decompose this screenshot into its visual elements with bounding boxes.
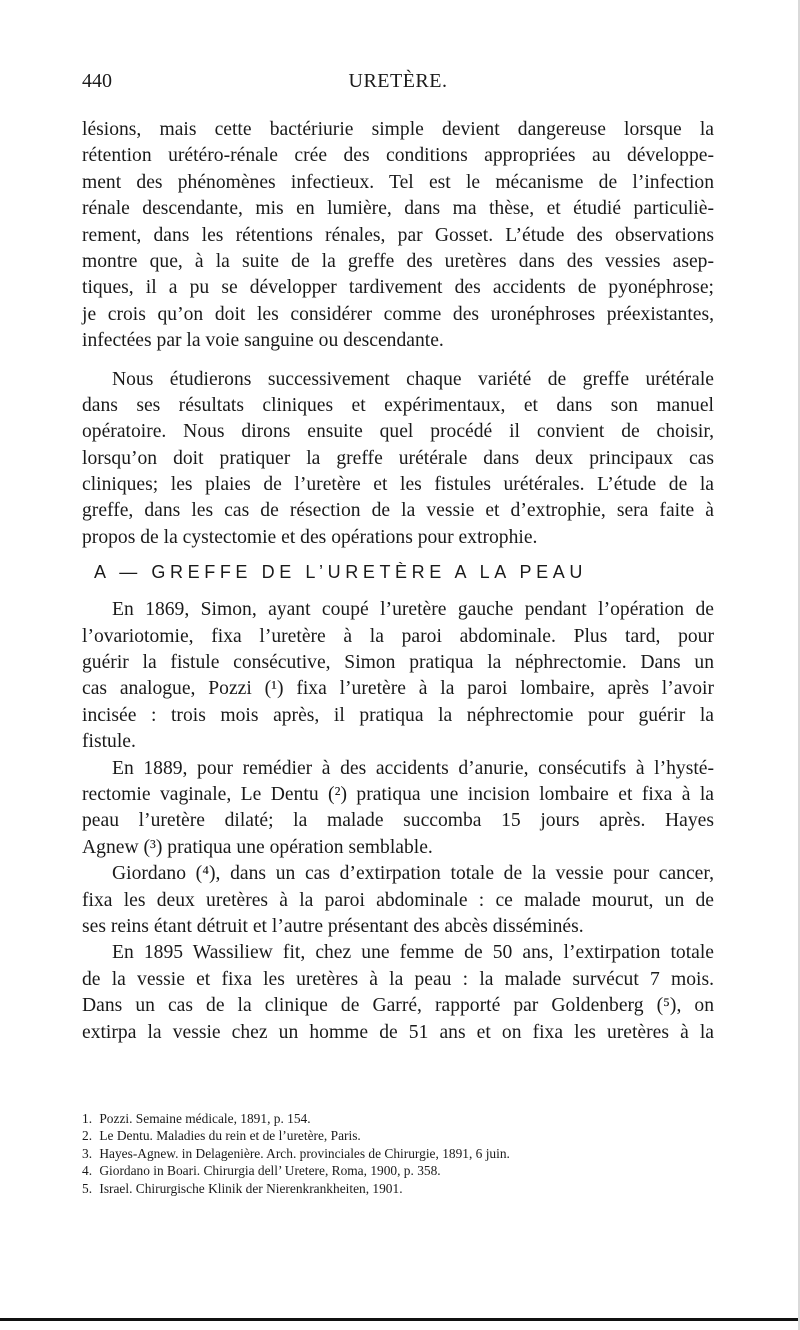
text-line: greffe, dans les cas de résection de la vessie et d’extrophie, sera faite à [82,500,714,522]
text-line: incisée : trois mois après, il pratiqua la néphrectomie pour guérir la [82,704,714,726]
text-line: fixa les deux uretères à la paroi abdominale : ce malade mourut, un de [82,889,714,911]
text-line: montre que, à la suite de la greffe des uretères dans des vessies asep- [82,250,714,272]
text-line: Giordano (⁴), dans un cas d’extirpation totale de la vessie pour cancer, [112,863,714,885]
text-line: Nous étudierons successivement chaque variété de greffe urétérale [112,368,714,390]
footnote-text: Israel. Chirurgische Klinik der Nierenkrankheiten, 1901. [99,1180,403,1196]
footnote [82,1162,714,1179]
text-line: rénale descendante, mis en lumière, dans ma thèse, et étudié particuliè- [82,198,714,220]
footnote-number: 3. [82,1145,93,1161]
text-line: Dans un cas de la clinique de Garré, rapporté par Goldenberg (⁵), on [82,995,714,1017]
text-line: En 1889, pour remédier à des accidents d’anurie, consécutifs à l’hysté- [112,757,714,779]
page-body [82,117,714,1046]
page-header [82,70,714,100]
running-title: URETÈRE. [348,70,448,92]
text-line: cliniques; les plaies de l’uretère et les fistules urétérales. L’étude de la [82,474,714,496]
paragraph-5 [82,861,714,940]
text-line: lorsqu’on doit pratiquer la greffe urétérale dans deux principaux cas [82,447,714,469]
footnote [82,1127,714,1144]
footnote-text: Giordano in Boari. Chirurgia dell’ Uretere, Roma, 1900, p. 358. [99,1163,441,1179]
text-line: ment des phénomènes infectieux. Tel est le mécanisme de l’infection [82,171,714,193]
text-line: opératoire. Nous dirons ensuite quel procédé il convient de choisir, [82,421,714,443]
text-line: extirpa la vessie chez un homme de 51 ans et on fixa les uretères à la [82,1021,714,1043]
footnote-text: Le Dentu. Maladies du rein et de l’uretère, Paris. [99,1128,361,1144]
text-line: infectées par la voie sanguine ou descendante. [82,330,444,352]
text-line: je crois qu’on doit les considérer comme des uronéphroses préexistantes, [82,303,714,325]
text-line: rétention urétéro-rénale crée des conditions appropriées au développe- [82,145,714,167]
text-line: rement, dans les rétentions rénales, par Gosset. L’étude des observations [82,224,714,246]
paragraph-4 [82,756,714,862]
text-line: propos de la cystectomie et des opérations pour extrophie. [82,526,538,548]
text-line: peau l’uretère dilaté; la malade succomba 15 jours après. Hayes [82,810,714,832]
text-line: Agnew (³) pratiqua une opération semblable. [82,836,433,858]
footnote-number: 4. [82,1163,93,1179]
footnote [82,1145,714,1162]
paragraph-6 [82,940,714,1046]
footnote-text: Hayes-Agnew. in Delagenière. Arch. provinciales de Chirurgie, 1891, 6 juin. [99,1145,510,1161]
text-line: tiques, il a pu se développer tardivement des accidents de pyonéphrose; [82,277,714,299]
footnote-text: Pozzi. Semaine médicale, 1891, p. 154. [99,1111,311,1126]
section-heading: A — GREFFE DE L’URETÈRE A LA PEAU [94,562,587,583]
text-line: En 1869, Simon, ayant coupé l’uretère gauche pendant l’opération de [112,599,714,621]
bottom-border-rule [0,1318,800,1321]
text-line: En 1895 Wassiliew fit, chez une femme de 50 ans, l’extirpation totale [112,942,714,964]
text-line: lésions, mais cette bactériurie simple devient dangereuse lorsque la [82,119,714,140]
text-line: cas analogue, Pozzi (¹) fixa l’uretère à la paroi lombaire, après l’avoir [82,678,714,700]
text-line: l’ovariotomie, fixa l’uretère à la paroi abdominale. Plus tard, pour [82,625,714,647]
text-line: de la vessie et fixa les uretères à la peau : la malade survécut 7 mois. [82,968,714,990]
footnote-number: 1. [82,1111,93,1126]
text-line: ses reins étant détruit et l’autre présentant des abcès disséminés. [82,915,584,937]
text-line: rectomie vaginale, Le Dentu (²) pratiqua une incision lombaire et fixa à la [82,783,714,805]
page-number: 440 [82,70,112,92]
paragraph-3 [82,597,714,755]
footnote [82,1180,714,1197]
footnote-number: 2. [82,1128,93,1144]
footnotes [82,1110,714,1197]
footnote [82,1110,714,1127]
text-line: guérir la fistule consécutive, Simon pratiqua la néphrectomie. Dans un [82,652,714,674]
paragraph-2 [82,367,714,552]
footnote-number: 5. [82,1180,93,1196]
text-line: dans ses résultats cliniques et expérimentaux, et dans son manuel [82,394,714,416]
text-line: fistule. [82,731,136,753]
paragraph-1 [82,117,714,355]
